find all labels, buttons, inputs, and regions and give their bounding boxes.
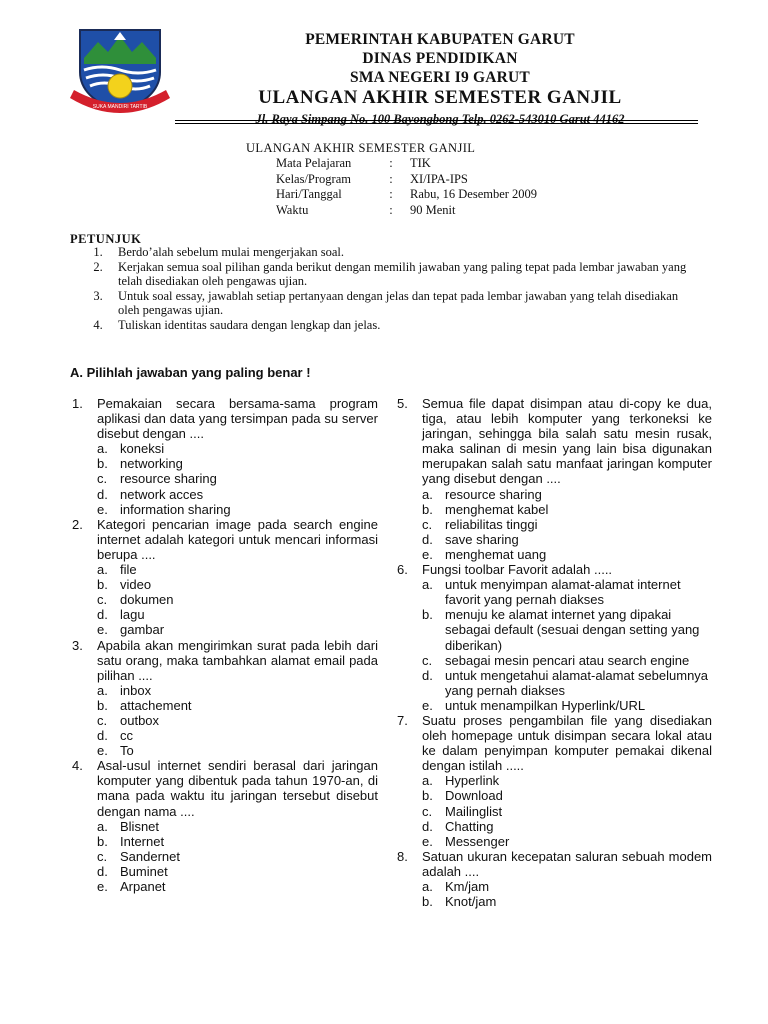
option-letter: e. [422, 833, 433, 849]
question-item [397, 713, 712, 849]
option-text: Km/jam [445, 879, 490, 894]
info-sep: : [389, 187, 393, 201]
option-text: untuk mengetahui alamat-alamat sebelumnya yang pernah diakses [445, 667, 709, 698]
question-number: 6. [397, 562, 408, 578]
answer-option [97, 879, 378, 894]
option-letter: b. [422, 788, 433, 804]
question-text: Apabila akan mengirimkan surat pada lebih dari satu orang, maka tambahkan alamat email pada pilihan .... [97, 637, 378, 683]
answer-option [97, 743, 378, 758]
option-text: Sandernet [120, 848, 180, 864]
option-letter: e. [97, 501, 108, 517]
option-text: attachement [120, 697, 192, 713]
question-body [422, 562, 712, 713]
option-text: video [120, 577, 152, 593]
option-letter: e. [422, 697, 433, 713]
question-body [97, 638, 378, 759]
question-body [97, 396, 378, 517]
answer-option [97, 577, 378, 592]
question-text: Pemakaian secara bersama-sama program aplikasi dan data yang tersimpan pada su server disebut dengan .... [97, 396, 378, 442]
option-letter: b. [97, 697, 108, 713]
option-letter: a. [97, 682, 108, 698]
exam-title: ULANGAN AKHIR SEMESTER GANJIL [246, 141, 476, 155]
option-text: resource sharing [120, 471, 217, 487]
instruction-num: 3. [93, 288, 103, 303]
option-text: Mailinglist [445, 803, 503, 819]
answer-option [97, 471, 378, 486]
exam-info-row [276, 187, 537, 203]
question-number: 2. [72, 516, 83, 532]
answer-option [422, 502, 712, 517]
option-letter: b. [422, 607, 433, 623]
option-text: dokumen [120, 592, 174, 608]
question-body [422, 849, 712, 909]
instruction-item [78, 260, 698, 289]
option-letter: a. [422, 773, 433, 789]
option-letter: d. [97, 728, 108, 744]
exam-heading: ULANGAN AKHIR SEMESTER GANJIL [258, 87, 622, 108]
option-letter: a. [97, 441, 108, 457]
option-letter: d. [422, 531, 433, 547]
answer-option [422, 532, 712, 547]
gov-name: PEMERINTAH KABUPATEN GARUT [305, 31, 575, 48]
letterhead [180, 30, 700, 127]
answer-option [97, 622, 378, 637]
option-letter: c. [422, 803, 433, 819]
option-text: Internet [120, 833, 165, 849]
info-sep: : [389, 156, 393, 170]
instruction-item [78, 318, 698, 333]
question-item [397, 562, 712, 713]
option-letter: a. [422, 577, 433, 593]
question-body [97, 758, 378, 894]
answer-option [422, 804, 712, 819]
option-letter: d. [422, 818, 433, 834]
option-text: file [120, 562, 137, 578]
agency-name: DINAS PENDIDIKAN [362, 50, 518, 67]
instruction-num: 2. [93, 259, 103, 274]
info-label: Mata Pelajaran [276, 156, 352, 170]
answer-option [97, 698, 378, 713]
answer-option [422, 773, 712, 788]
answer-option [97, 562, 378, 577]
question-body [97, 517, 378, 638]
question-body [422, 396, 712, 562]
answer-option [422, 607, 712, 652]
option-text: untuk menyimpan alamat-alamat internet favorit yang pernah diakses [445, 577, 681, 608]
option-text: menuju ke alamat internet yang dipakai sebagai default (sesuai dengan setting yang diberikan) [445, 607, 700, 653]
question-item [72, 517, 378, 638]
answer-option [97, 502, 378, 517]
answer-option [422, 487, 712, 502]
answer-option [422, 698, 712, 713]
instruction-item [78, 245, 698, 260]
answer-option [422, 577, 712, 607]
question-text: Semua file dapat disimpan atau di-copy ke dua, tiga, atau lebih komputer yang terkoneksi ke jaringan, sehingga bila salah satu mesin rusak, maka salinan di mesin yang lain bisa digunakan merupakan salah satu manfaat jaringan komputer yang disebut dengan .... [422, 396, 712, 487]
question-text: Suatu proses pengambilan file yang disediakan oleh homepage untuk disimpan secara lokal atau ke dalam penyimpan komputer pemakai dikenal dengan istilah ..... [422, 712, 712, 774]
option-letter: c. [97, 848, 108, 864]
section-a-title: A. Pilihlah jawaban yang paling benar ! [70, 365, 311, 380]
question-number: 8. [397, 848, 408, 864]
option-text: outbox [120, 712, 160, 728]
option-text: lagu [120, 607, 145, 623]
option-letter: c. [97, 471, 108, 487]
question-text: Satuan ukuran kecepatan saluran sebuah modem adalah .... [422, 848, 712, 879]
instruction-item [78, 289, 698, 318]
answer-option [97, 728, 378, 743]
info-label: Hari/Tanggal [276, 187, 342, 201]
answer-option [97, 592, 378, 607]
letterhead-rule-thin [175, 123, 698, 124]
question-number: 4. [72, 758, 83, 774]
instruction-num: 1. [93, 245, 103, 259]
answer-option [422, 668, 712, 698]
instruction-text: Berdo’alah sebelum mulai mengerjakan soal. [118, 245, 344, 259]
instruction-text: Kerjakan semua soal pilihan ganda berikut dengan memilih jawaban yang paling tepat pada lembar jawaban yang telah disediakan oleh pengawas ujian. [118, 259, 687, 288]
option-letter: d. [422, 667, 433, 683]
option-letter: d. [97, 607, 108, 623]
option-letter: c. [97, 592, 108, 608]
option-text: Knot/jam [445, 894, 497, 910]
exam-info-row [276, 203, 537, 219]
option-letter: c. [422, 652, 433, 668]
instructions-list [78, 245, 698, 332]
option-letter: a. [97, 818, 108, 834]
option-letter: d. [97, 863, 108, 879]
answer-option [422, 547, 712, 562]
option-letter: e. [97, 743, 108, 759]
answer-option [97, 607, 378, 622]
option-letter: e. [97, 879, 108, 894]
exam-info-row [276, 156, 537, 172]
school-address: Jl. Raya Simpang No. 100 Bayongbong Telp. 0262-543010 Garut 44162 [255, 112, 625, 126]
instructions-title: PETUNJUK [70, 232, 142, 246]
garut-regency-emblem [68, 24, 172, 120]
option-text: save sharing [445, 531, 519, 547]
info-value: TIK [410, 156, 431, 170]
info-sep: : [389, 171, 393, 186]
question-number: 1. [72, 396, 83, 411]
question-body [422, 713, 712, 849]
option-text: Buminet [120, 863, 168, 879]
exam-info-row [276, 172, 537, 188]
answer-option [422, 819, 712, 834]
instruction-text: Tuliskan identitas saudara dengan lengkap dan jelas. [118, 317, 381, 332]
question-item [397, 849, 712, 909]
answer-option [422, 653, 712, 668]
option-letter: a. [97, 562, 108, 578]
option-text: sebagai mesin pencari atau search engine [445, 652, 690, 668]
option-letter: b. [422, 501, 433, 517]
answer-option [97, 864, 378, 879]
question-text: Kategori pencarian image pada search engine internet adalah kategori untuk mencari informasi berupa .... [97, 516, 378, 562]
option-text: networking [120, 456, 183, 472]
answer-option [422, 879, 712, 894]
question-number: 5. [397, 396, 408, 411]
info-label: Kelas/Program [276, 171, 351, 186]
question-text: Asal-usul internet sendiri berasal dari jaringan komputer yang dibentuk pada tahun 1970-an, di mana pada waktu itu jaringan tersebut disebut dengan nama .... [97, 758, 378, 819]
answer-option [97, 819, 378, 834]
question-number: 3. [72, 637, 83, 653]
option-text: Chatting [445, 818, 494, 834]
exam-info-table [276, 156, 537, 218]
question-number: 7. [397, 712, 408, 728]
answer-option [97, 834, 378, 849]
option-letter: b. [97, 456, 108, 472]
info-sep: : [389, 202, 393, 217]
option-letter: a. [422, 879, 433, 894]
question-item [72, 638, 378, 759]
question-item [72, 396, 378, 517]
instruction-num: 4. [93, 317, 103, 332]
option-text: menghemat uang [445, 546, 547, 562]
option-letter: d. [97, 486, 108, 502]
question-item [72, 758, 378, 894]
instruction-text: Untuk soal essay, jawablah setiap pertanyaan dengan jelas dan tepat pada lembar jawaban yang telah disediakan oleh pengawas ujian. [118, 288, 679, 317]
option-text: reliabilitas tinggi [445, 516, 538, 532]
option-text: menghemat kabel [445, 501, 549, 517]
info-label: Waktu [276, 202, 309, 217]
option-text: Download [445, 788, 503, 804]
option-text: cc [120, 728, 133, 744]
info-value: XI/IPA-IPS [410, 171, 468, 186]
option-text: Hyperlink [445, 773, 500, 789]
questions-left-column [72, 396, 378, 894]
questions-right-column [397, 396, 712, 909]
option-text: inbox [120, 682, 152, 698]
option-text: information sharing [120, 501, 231, 517]
option-letter: b. [97, 833, 108, 849]
answer-option [97, 713, 378, 728]
option-letter: b. [97, 577, 108, 593]
answer-option [422, 834, 712, 849]
option-text: gambar [120, 622, 165, 638]
option-text: koneksi [120, 441, 165, 457]
answer-option [97, 849, 378, 864]
answer-option [97, 487, 378, 502]
option-letter: c. [422, 516, 433, 532]
option-letter: c. [97, 712, 108, 728]
info-value: 90 Menit [410, 202, 456, 217]
option-letter: b. [422, 894, 433, 910]
option-text: Arpanet [120, 879, 166, 894]
answer-option [97, 456, 378, 471]
option-text: network acces [120, 486, 204, 502]
answer-option [422, 788, 712, 803]
option-text: Blisnet [120, 818, 160, 834]
answer-option [422, 517, 712, 532]
letterhead-rule-thick [175, 120, 698, 121]
option-text: resource sharing [445, 486, 542, 502]
answer-option [422, 894, 712, 909]
school-name: SMA NEGERI I9 GARUT [350, 69, 530, 86]
answer-option [97, 683, 378, 698]
option-text: To [120, 743, 134, 759]
option-text: Messenger [445, 833, 510, 849]
question-text: Fungsi toolbar Favorit adalah ..... [422, 562, 613, 578]
question-item [397, 396, 712, 562]
option-letter: e. [97, 622, 108, 638]
info-value: Rabu, 16 Desember 2009 [410, 187, 538, 201]
option-text: untuk menampilkan Hyperlink/URL [445, 697, 646, 713]
option-letter: e. [422, 546, 433, 562]
logo-motto: SUKA MANDIRI TARTIB [92, 104, 148, 110]
answer-option [97, 441, 378, 456]
option-letter: a. [422, 486, 433, 502]
